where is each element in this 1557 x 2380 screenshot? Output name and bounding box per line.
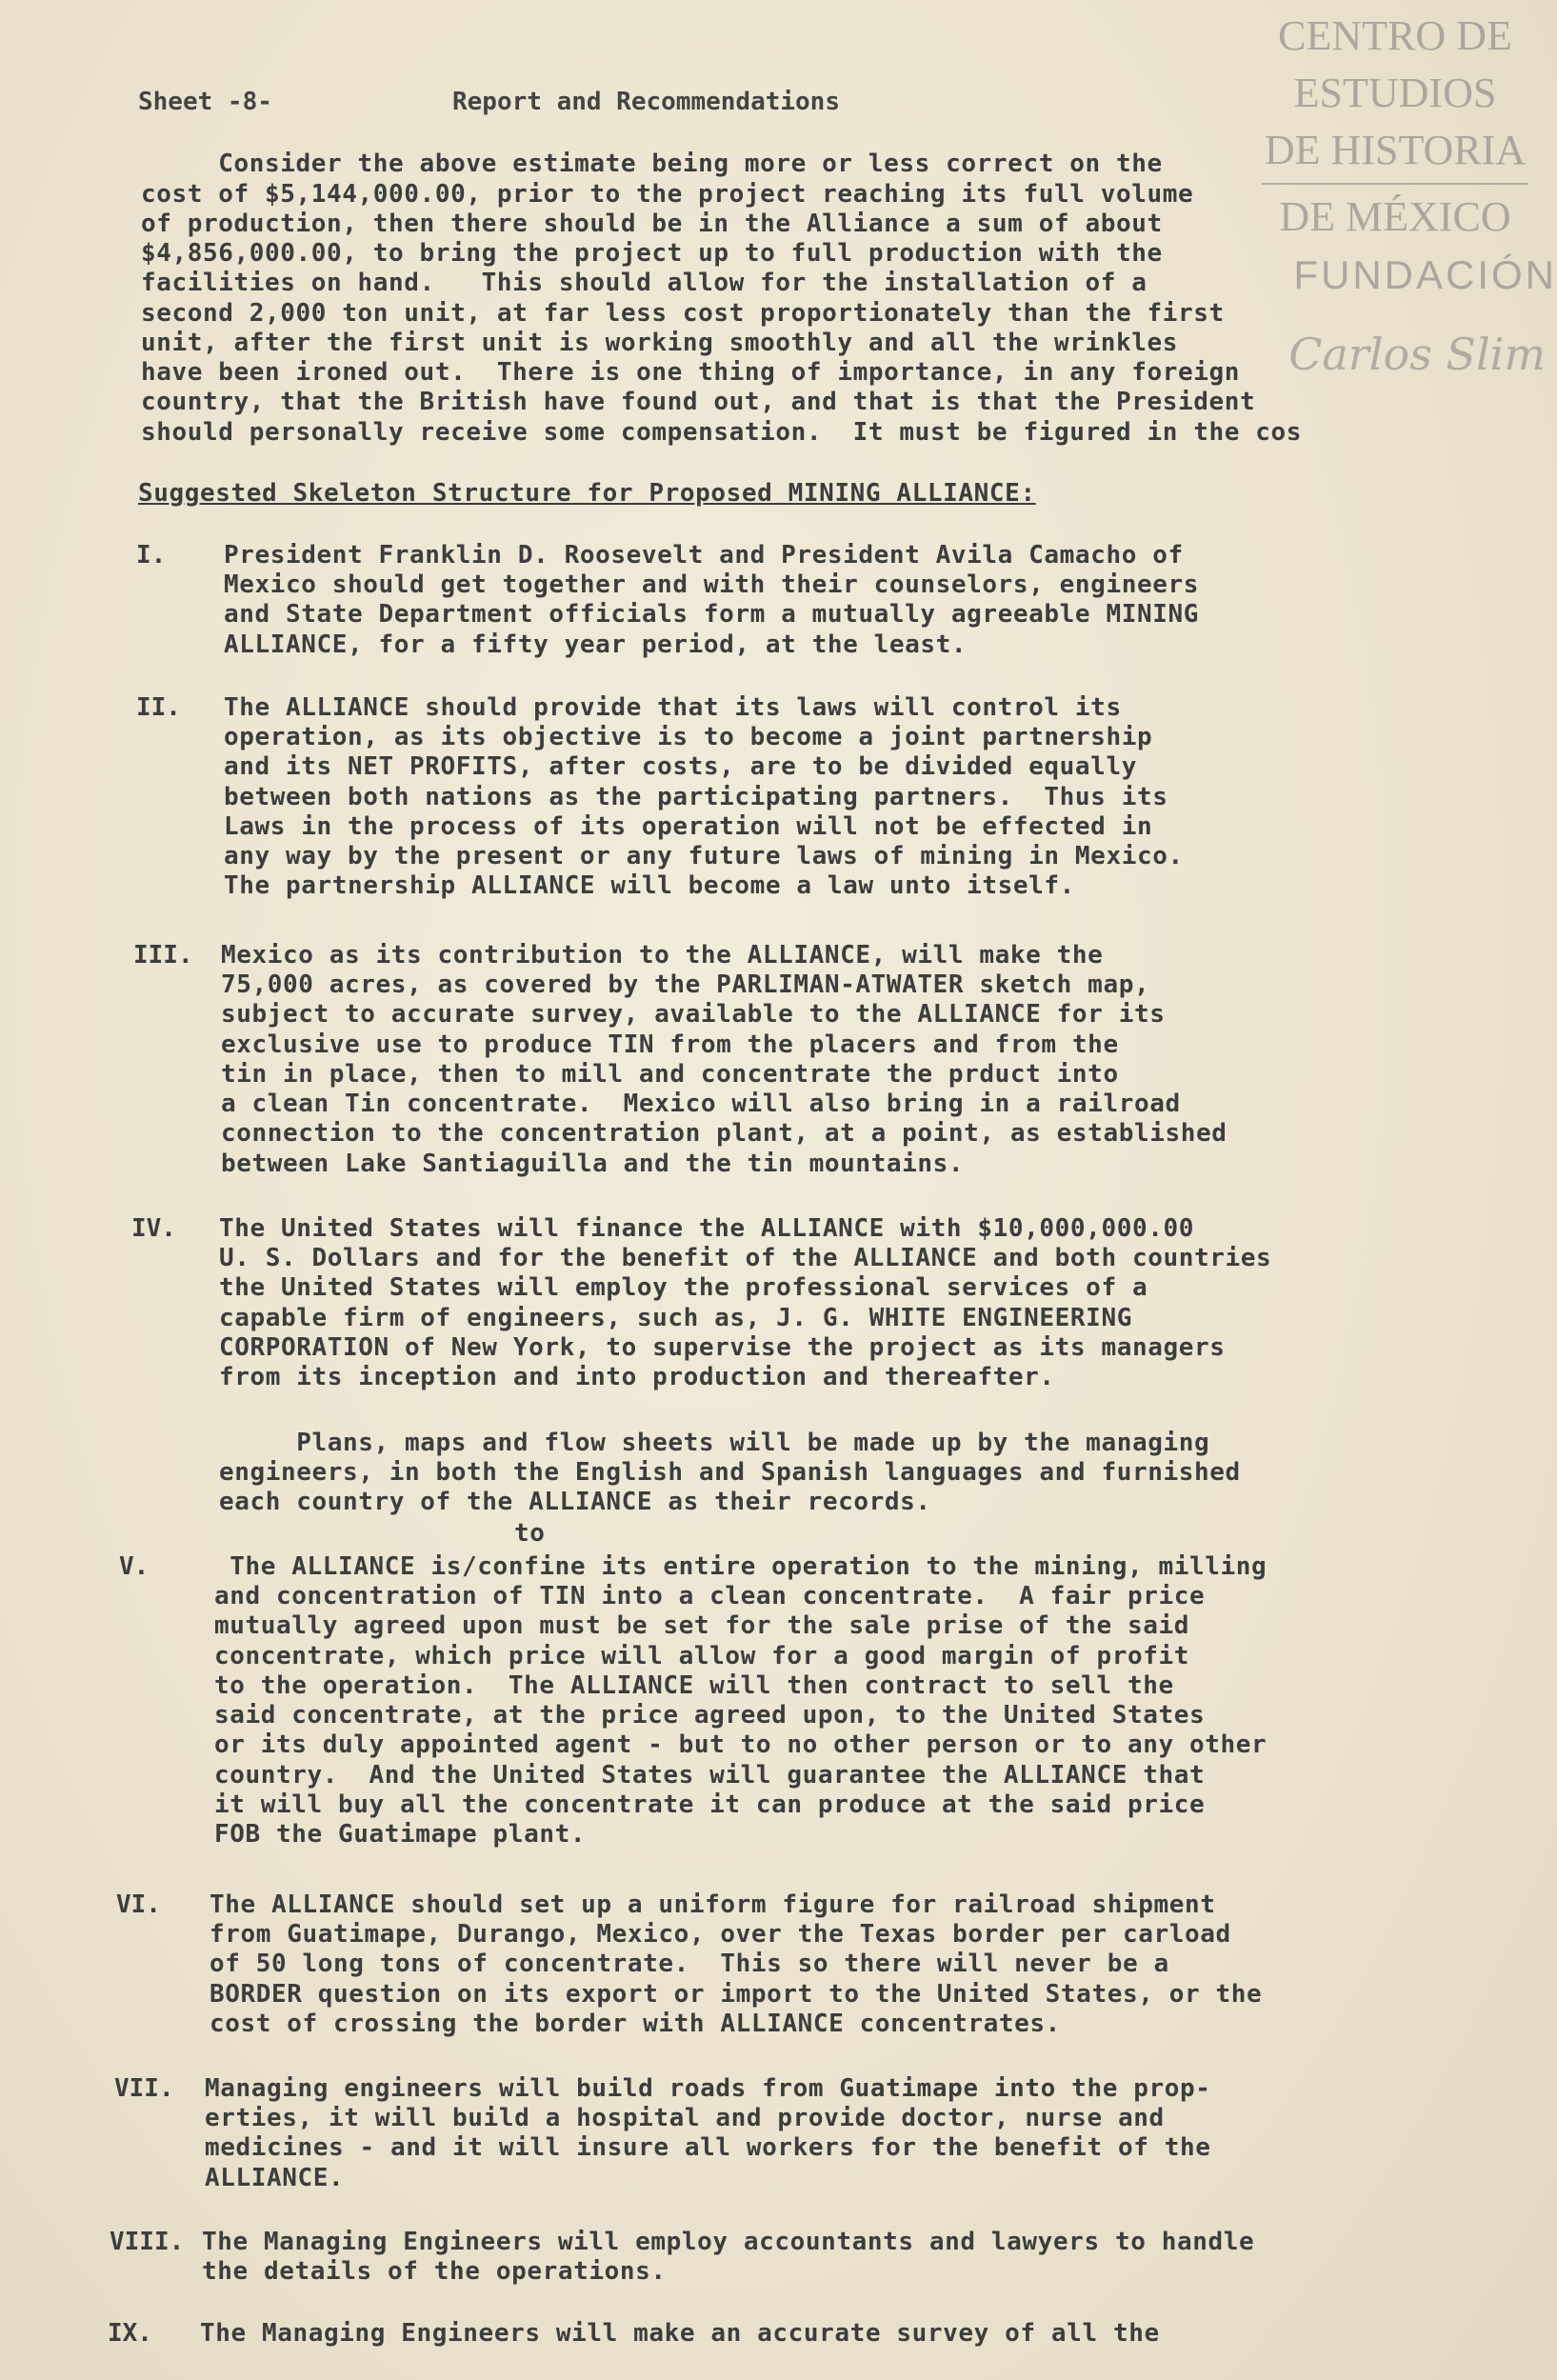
item-line: any way by the present or any future laws of mining in Mexico. bbox=[224, 842, 1184, 870]
intro-line: facilities on hand. This should allow for the installation of a bbox=[141, 269, 1148, 297]
item-number: VII. bbox=[114, 2074, 174, 2103]
item-line: Managing engineers will build roads from Guatimape into the prop- bbox=[205, 2074, 1211, 2103]
item-line: each country of the ALLIANCE as their records. bbox=[219, 1488, 931, 1516]
intro-line: second 2,000 ton unit, at far less cost proportionately than the first bbox=[141, 299, 1225, 328]
item-line: a clean Tin concentrate. Mexico will also bring in a railroad bbox=[221, 1090, 1181, 1118]
intro-line: unit, after the first unit is working smoothly and all the wrinkles bbox=[141, 329, 1178, 357]
item-line: 75,000 acres, as covered by the PARLIMAN-ATWATER sketch map, bbox=[221, 970, 1150, 999]
handwritten-insert: to bbox=[514, 1519, 546, 1548]
item-line: ALLIANCE. bbox=[205, 2164, 345, 2192]
item-line: and its NET PROFITS, after costs, are to be divided equally bbox=[224, 752, 1137, 781]
item-line: from Guatimape, Durango, Mexico, over the Texas border per carload bbox=[210, 1920, 1231, 1949]
item-number: V. bbox=[119, 1552, 150, 1581]
item-line: Mexico as its contribution to the ALLIANCE, will make the bbox=[221, 941, 1104, 970]
item-line: between both nations as the participating partners. Thus its bbox=[224, 783, 1168, 811]
item-line: or its duly appointed agent - but to no other person or to any other bbox=[214, 1730, 1268, 1759]
item-line: BORDER question on its export or import to the United States, or the bbox=[210, 1980, 1263, 2009]
item-line: U. S. Dollars and for the benefit of the ALLIANCE and both countries bbox=[219, 1244, 1272, 1272]
item-line: exclusive use to produce TIN from the placers and from the bbox=[221, 1030, 1119, 1059]
item-line: and concentration of TIN into a clean concentrate. A fair price bbox=[214, 1582, 1206, 1610]
page-title: Report and Recommendations bbox=[452, 88, 840, 116]
item-line: The ALLIANCE should provide that its laws will control its bbox=[224, 693, 1122, 722]
item-line: FOB the Guatimape plant. bbox=[214, 1820, 587, 1849]
item-line: President Franklin D. Roosevelt and President Avila Camacho of bbox=[224, 541, 1184, 570]
item-line: subject to accurate survey, available to the ALLIANCE for its bbox=[221, 1000, 1166, 1029]
item-line: The ALLIANCE is/confine its entire operation to the mining, milling bbox=[214, 1552, 1268, 1581]
sheet-number: Sheet -8- bbox=[138, 88, 272, 116]
section-heading: Suggested Skeleton Structure for Proposed MINING ALLIANCE: bbox=[138, 479, 1036, 508]
item-number: IX. bbox=[108, 2319, 152, 2348]
watermark-foundation: FUNDACIÓN bbox=[1293, 252, 1557, 297]
intro-line: Consider the above estimate being more or less correct on the bbox=[141, 150, 1163, 178]
watermark-line: DE MÉXICO bbox=[1279, 193, 1511, 240]
intro-line: have been ironed out. There is one thing of importance, in any foreign bbox=[141, 358, 1240, 387]
item-line: capable firm of engineers, such as, J. G. WHITE ENGINEERING bbox=[219, 1304, 1132, 1332]
intro-line: $4,856,000.00, to bring the project up to full production with the bbox=[141, 239, 1163, 268]
item-line: The ALLIANCE should set up a uniform figure for railroad shipment bbox=[210, 1890, 1216, 1919]
item-line: the details of the operations. bbox=[202, 2257, 667, 2286]
item-line: between Lake Santiaguilla and the tin mountains. bbox=[221, 1150, 965, 1178]
item-line: The Managing Engineers will employ accountants and lawyers to handle bbox=[202, 2228, 1255, 2256]
watermark-divider bbox=[1262, 183, 1528, 185]
archive-watermark bbox=[1252, 8, 1538, 246]
item-line: and State Department officials form a mutually agreeable MINING bbox=[224, 600, 1199, 629]
item-line: erties, it will build a hospital and provide doctor, nurse and bbox=[205, 2104, 1165, 2132]
item-line: medicines - and it will insure all workers for the benefit of the bbox=[205, 2133, 1211, 2162]
item-line: The United States will finance the ALLIANCE with $10,000,000.00 bbox=[219, 1214, 1194, 1243]
item-line: the United States will employ the professional services of a bbox=[219, 1273, 1148, 1302]
item-line: connection to the concentration plant, at a point, as established bbox=[221, 1119, 1228, 1148]
item-line: mutually agreed upon must be set for the sale prise of the said bbox=[214, 1611, 1189, 1640]
item-number: II. bbox=[136, 693, 181, 722]
watermark-line: DE HISTORIA bbox=[1264, 127, 1527, 173]
item-number: VIII. bbox=[110, 2228, 185, 2256]
item-number: III. bbox=[133, 941, 193, 970]
item-line: from its inception and into production and thereafter. bbox=[219, 1363, 1055, 1391]
item-line: it will buy all the concentrate it can produce at the said price bbox=[214, 1790, 1206, 1819]
item-line: operation, as its objective is to become a joint partnership bbox=[224, 723, 1153, 751]
item-line: Plans, maps and flow sheets will be made up by the managing bbox=[219, 1429, 1210, 1457]
watermark-signature: Carlos Slim bbox=[1288, 329, 1546, 380]
intro-line: of production, then there should be in the Alliance a sum of about bbox=[141, 210, 1163, 238]
item-line: Laws in the process of its operation will not be effected in bbox=[224, 812, 1153, 841]
item-line: of 50 long tons of concentrate. This so there will never be a bbox=[210, 1950, 1169, 1978]
item-line: concentrate, which price will allow for a good margin of profit bbox=[214, 1642, 1189, 1670]
item-number: VI. bbox=[116, 1890, 161, 1919]
item-number: I. bbox=[136, 541, 167, 570]
item-number: IV. bbox=[131, 1214, 176, 1243]
intro-line: country, that the British have found out, and that is that the President bbox=[141, 388, 1256, 416]
item-line: said concentrate, at the price agreed upon, to the United States bbox=[214, 1701, 1206, 1730]
item-line: to the operation. The ALLIANCE will then contract to sell the bbox=[214, 1671, 1174, 1700]
intro-line: should personally receive some compensation. It must be figured in the cos bbox=[141, 418, 1302, 447]
item-line: cost of crossing the border with ALLIANCE concentrates. bbox=[210, 2010, 1061, 2038]
item-line: engineers, in both the English and Spanish languages and furnished bbox=[219, 1458, 1241, 1487]
intro-line: cost of $5,144,000.00, prior to the project reaching its full volume bbox=[141, 180, 1194, 209]
item-line: Mexico should get together and with their counselors, engineers bbox=[224, 570, 1199, 599]
watermark-line: ESTUDIOS bbox=[1293, 70, 1497, 116]
item-line: The Managing Engineers will make an accurate survey of all the bbox=[200, 2319, 1160, 2348]
watermark-line: CENTRO DE bbox=[1278, 12, 1512, 59]
item-line: The partnership ALLIANCE will become a law unto itself. bbox=[224, 871, 1075, 900]
item-line: ALLIANCE, for a fifty year period, at the least. bbox=[224, 630, 968, 659]
item-line: CORPORATION of New York, to supervise the project as its managers bbox=[219, 1333, 1226, 1362]
item-line: country. And the United States will guarantee the ALLIANCE that bbox=[214, 1761, 1206, 1790]
item-line: tin in place, then to mill and concentrate the prduct into bbox=[221, 1060, 1119, 1089]
